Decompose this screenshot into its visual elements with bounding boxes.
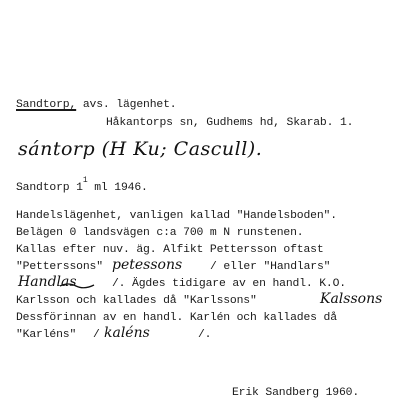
- body-line-5: /. Ägdes tidigare av en handl. K.O.: [112, 278, 346, 290]
- body-line-1: Handelslägenhet, vanligen kallad "Handelsboden".: [16, 210, 337, 222]
- header-location: Håkantorps sn, Gudhems hd, Skarab. 1.: [106, 117, 354, 129]
- body-line-8a: "Karléns": [16, 329, 77, 341]
- place-name: Sandtorp,: [16, 99, 77, 111]
- handwritten-heading: sántorp (H Ku; Cascull).: [18, 138, 263, 160]
- dated-suffix: ml 1946.: [87, 181, 148, 194]
- place-description: avs. lägenhet.: [76, 99, 177, 111]
- header-place-line: [16, 100, 176, 111]
- dated-superscript: 1: [82, 176, 88, 185]
- body-line-4a: "Petterssons": [16, 261, 103, 273]
- body-line-4b: / eller "Handlars": [210, 261, 331, 273]
- body-line-3: Kallas efter nuv. äg. Alfikt Pettersson oftast: [16, 244, 324, 256]
- body-line-2: Belägen 0 landsvägen c:a 700 m N runstenen.: [16, 227, 304, 239]
- handwritten-petterssons: petessons: [112, 257, 183, 273]
- handwritten-karlssons: Kalssons: [320, 291, 383, 307]
- strike-scribble: [58, 280, 98, 290]
- dated-prefix: Sandtorp 1: [16, 181, 83, 194]
- body-line-7: Dessförinnan av en handl. Karlén och kallades då: [16, 312, 337, 324]
- handwritten-karlens: kaléns: [104, 325, 150, 341]
- handwritten-handlars: Handlas: [18, 274, 77, 290]
- dated-line: [16, 176, 148, 194]
- body-line-8b: /.: [198, 329, 212, 341]
- slash-mark: /: [93, 329, 100, 341]
- signature: Erik Sandberg 1960.: [232, 387, 360, 399]
- body-line-6: Karlsson och kallades då "Karlssons": [16, 295, 257, 307]
